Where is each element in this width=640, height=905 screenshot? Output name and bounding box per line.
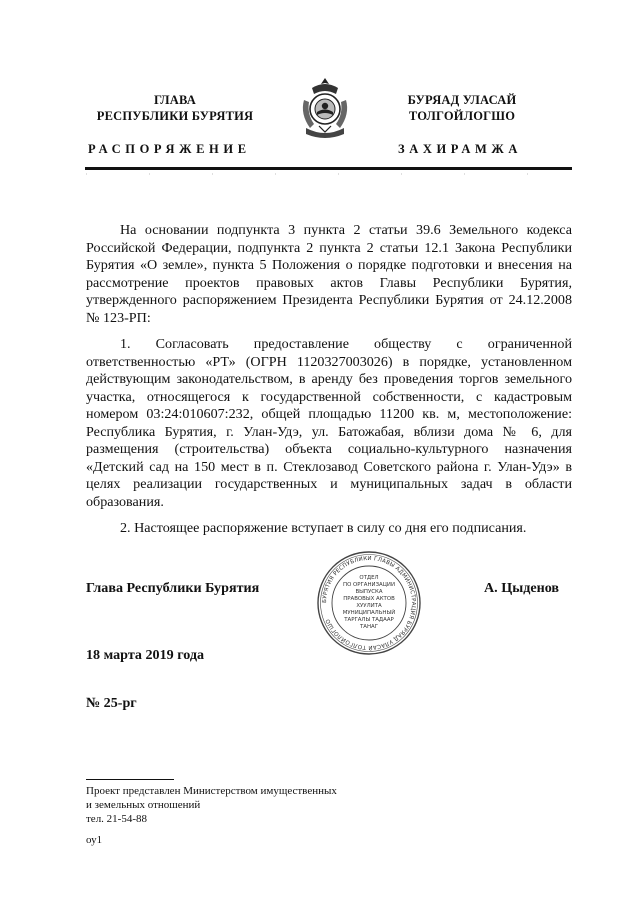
seal-line-1: ОТДЕЛ	[359, 575, 379, 581]
footnote	[86, 784, 337, 826]
header-dotted-line	[86, 171, 572, 177]
footnote-line-2: и земельных отношений	[86, 799, 201, 811]
doc-type-ru: РАСПОРЯЖЕНИЕ	[88, 142, 251, 156]
item-1-paragraph	[86, 336, 572, 511]
item-2-text: 2. Настоящее распоряжение вступает в силу со дня его подписания.	[120, 520, 527, 536]
document-date: 18 марта 2019 года	[86, 647, 205, 663]
issuer-line-bua-2: ТОЛГОЙЛОГШО	[408, 109, 516, 123]
seal-line-6: МУНИЦИПАЛЬНЫЙ	[342, 610, 396, 616]
footnote-divider	[86, 779, 174, 780]
seal-line-4: ПРАВОВЫХ АКТОВ	[343, 596, 395, 602]
document-number: № 25-рг	[86, 695, 137, 711]
seal-line-3: ВЫПУСКА	[355, 589, 383, 595]
signatory-name: А. Цыденов	[484, 580, 560, 596]
executor-code: оу1	[86, 834, 103, 846]
seal-ring-text: БУРЯТИЯ РЕСПУБЛИКИ ГЛАВЫ АДМИНИСТРАЦИЯ БУРЯАД УЛАСАЙ ТОЛГОЙЛОГШО	[321, 555, 417, 651]
issuer-line-bua-1: БУРЯАД УЛАСАЙ	[407, 93, 517, 107]
item-1-text: 1. Согласовать предоставление обществу с ограниченной ответственностью «РТ» (ОГРН 1120327003026) в порядке, установленном действующим законодательством, в аренду без проведения торгов земельного участка, относящегося к государственной собственности, с кадастровым номером 03:24:010607:232, общей площадью 11200 кв. м, местоположение: Республика Бурятия, г. Улан-Удэ, ул. Батожабая, вблизи дома № 6, для размещения (строительства) объекта социально-культурного назначения «Детский сад на 150 мест в п. Стеклозавод Советского района г. Улан-Удэ» в целях реализации государственных и муниципальных задач в области образования.	[86, 336, 572, 510]
seal-line-5: ХУУЛИТА	[356, 603, 382, 609]
seal-line-8: ТАНАГ	[359, 624, 379, 630]
preamble-text: На основании подпункта 3 пункта 2 статьи 39.6 Земельного кодекса Российской Федерации, подпункта 2 пункта 2 статьи 12.1 Закона Республики Бурятия «О земле», пункта 5 Положения о порядке подготовки и внесения на рассмотрение проектов правовых актов Главы Республики Бурятия, утвержденного распоряжением Президента Республики Бурятия от 24.12.2008 № 123-РП:	[86, 222, 572, 326]
header-divider	[85, 167, 572, 170]
item-2-paragraph	[86, 520, 572, 538]
issuer-line-1: ГЛАВА	[154, 93, 196, 107]
coat-of-arms-buryatia-icon	[296, 76, 354, 142]
seal-line-2: ПО ОРГАНИЗАЦИИ	[343, 582, 395, 588]
issuer-title-ru	[88, 92, 262, 124]
issuer-line-2: РЕСПУБЛИКИ БУРЯТИЯ	[96, 109, 254, 123]
preamble-paragraph	[86, 222, 572, 327]
seal-line-7: ТАРГАЛЫ ТАДААР	[344, 617, 394, 623]
footnote-line-3: тел. 21-54-88	[86, 813, 148, 825]
official-seal-icon	[316, 550, 422, 656]
footnote-line-1: Проект представлен Министерством имущественных	[86, 785, 337, 797]
issuer-title-bua	[394, 92, 530, 124]
signatory-title: Глава Республики Бурятия	[86, 580, 260, 596]
doc-type-bua: ЗАХИРАМЖА	[398, 142, 523, 156]
